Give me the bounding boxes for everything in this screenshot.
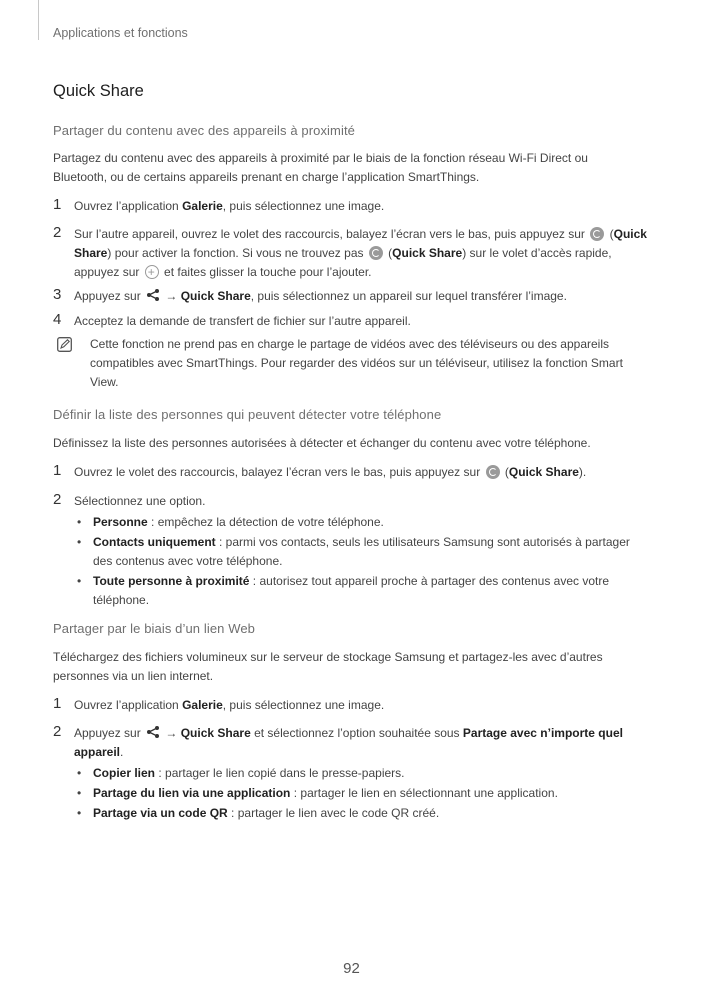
visibility-options-list — [74, 513, 649, 611]
weblink-options-list — [74, 764, 649, 824]
step-4-nearby: 4 Acceptez la demande de transfert de fichier sur l’autre appareil. — [53, 311, 411, 328]
step-number: 2 — [53, 723, 62, 740]
list-item: • Partage via un code QR : partager le lien avec le code QR créé. — [74, 804, 649, 823]
step-number: 4 — [53, 311, 62, 328]
list-item: • Copier lien : partager le lien copié dans le presse-papiers. — [74, 764, 649, 783]
list-item: • Contacts uniquement : parmi vos contacts, seuls les utilisateurs Samsung sont autorisés à partager des contenus avec votre téléphone. — [74, 533, 649, 571]
section-heading-nearby: Partager du contenu avec des appareils à proximité — [53, 123, 356, 138]
chapter-header: Applications et fonctions — [53, 26, 188, 40]
page-title: Quick Share — [53, 82, 144, 100]
note-text: Cette fonction ne prend pas en charge le partage de vidéos avec des téléviseurs ou des appareils compatibles avec SmartThings. Pour regarder des vidéos sur un téléviseur, utilisez la fonction Smart View. — [90, 337, 623, 389]
step-1-weblink: 1 Ouvrez l’application Galerie, puis sélectionnez une image. — [53, 695, 385, 712]
share-icon — [146, 725, 160, 739]
list-item: • Personne : empêchez la détection de votre téléphone. — [74, 513, 649, 532]
page-number: 92 — [343, 960, 360, 977]
step-number: 1 — [53, 196, 62, 213]
step-3-nearby: 3 Appuyez sur → Quick Share, puis sélectionnez un appareil sur lequel transférer l’image. — [53, 286, 567, 303]
header-divider — [38, 0, 39, 40]
quick-share-icon — [486, 465, 500, 479]
step-number: 3 — [53, 286, 62, 303]
section-intro-nearby: Partagez du contenu avec des appareils à proximité par le biais de la fonction réseau Wi-Fi Direct ou Bluetooth, ou de certains appareils prenant en charge l’application SmartThings. — [53, 151, 588, 184]
step-2-weblink: 2 Appuyez sur → Quick Share et sélectionnez l’option souhaitée sous Partage avec n’importe quel appareil. — [53, 723, 623, 759]
step-2-visibility: 2 Sélectionnez une option. — [53, 491, 206, 508]
section-intro-weblink: Téléchargez des fichiers volumineux sur le serveur de stockage Samsung et partagez-les avec d’autres personnes via un lien internet. — [53, 650, 603, 683]
quick-share-icon — [369, 246, 383, 260]
step-number: 2 — [53, 224, 62, 241]
note-icon — [57, 337, 72, 352]
section-intro-visibility: Définissez la liste des personnes autorisées à détecter et échanger du contenu avec votre téléphone. — [53, 436, 591, 450]
share-icon — [146, 288, 160, 302]
step-number: 1 — [53, 695, 62, 712]
list-item: • Partage du lien via une application : partager le lien en sélectionnant une application. — [74, 784, 649, 803]
quick-share-icon — [590, 227, 604, 241]
step-2-nearby: 2 Sur l’autre appareil, ouvrez le volet des raccourcis, balayez l’écran vers le bas, puis appuyez sur (Quick Share) pour activer la fonction. Si vous ne trouvez pas (Quick Share) sur le volet d’accès rapide, appuyez sur + et faites glisser la touche pour l’ajouter. — [53, 225, 649, 282]
list-item: • Toute personne à proximité : autorisez tout appareil proche à partager des contenus avec votre téléphone. — [74, 572, 649, 610]
step-1-visibility: 1 Ouvrez le volet des raccourcis, balayez l’écran vers le bas, puis appuyez sur (Quick Share). — [53, 462, 587, 479]
section-heading-weblink: Partager par le biais d’un lien Web — [53, 621, 255, 636]
section-heading-visibility: Définir la liste des personnes qui peuvent détecter votre téléphone — [53, 407, 442, 422]
step-number: 2 — [53, 491, 62, 508]
step-number: 1 — [53, 462, 62, 479]
step-1-nearby: 1 Ouvrez l’application Galerie, puis sélectionnez une image. — [53, 196, 385, 213]
add-button-icon — [145, 265, 159, 279]
